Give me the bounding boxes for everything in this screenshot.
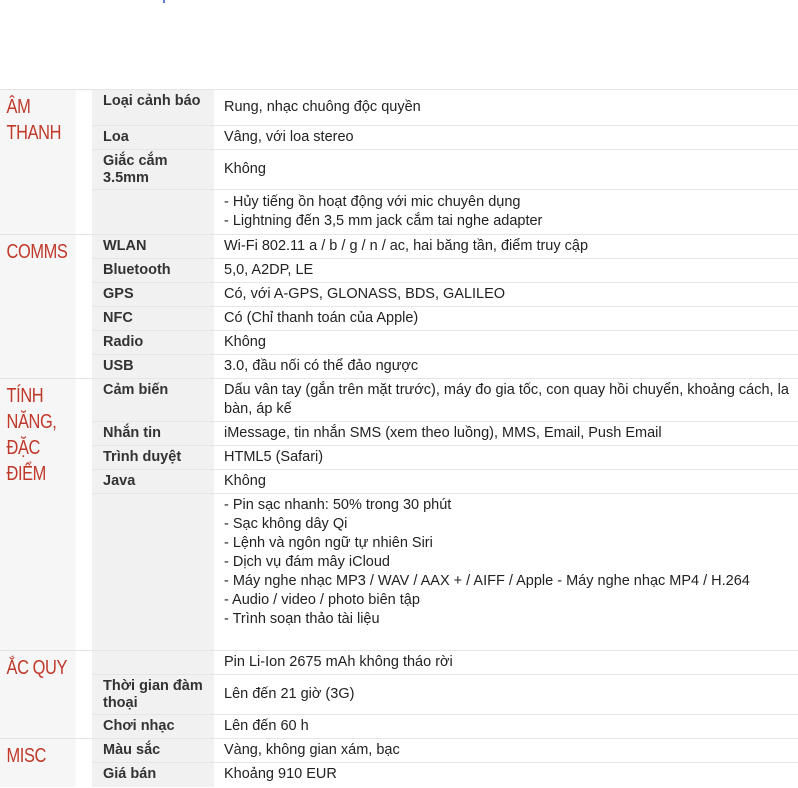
spec-key: Cảm biến <box>92 379 214 422</box>
spec-key: Màu sắc <box>92 739 214 763</box>
spec-key: Java <box>92 470 214 494</box>
spec-value: Vâng, với loa stereo <box>214 126 798 150</box>
spec-value: Không <box>214 150 798 190</box>
spec-key: Trình duyệt <box>92 446 214 470</box>
spec-value: Lên đến 60 h <box>214 715 798 739</box>
spec-key: Nhắn tin <box>92 422 214 446</box>
category-battery: ẮC QUY <box>0 651 75 739</box>
spec-key: Bluetooth <box>92 259 214 283</box>
table-row <box>0 379 798 422</box>
table-row <box>0 446 798 470</box>
top-link-fragment <box>163 0 165 3</box>
spec-key: Radio <box>92 331 214 355</box>
spec-key: Giắc cắm 3.5mm <box>92 150 214 190</box>
spec-key: WLAN <box>92 235 214 259</box>
table-row <box>0 422 798 446</box>
table-row <box>0 715 798 739</box>
specs-table <box>0 89 798 787</box>
spec-value: Không <box>214 331 798 355</box>
spec-value: - Hủy tiếng ồn hoạt động với mic chuyên dụng - Lightning đến 3,5 mm jack cắm tai nghe adapter <box>214 190 798 235</box>
spec-key: Loại cảnh báo <box>92 90 214 126</box>
spec-key <box>92 494 214 651</box>
spec-value: HTML5 (Safari) <box>214 446 798 470</box>
spec-value: Lên đến 21 giờ (3G) <box>214 675 798 715</box>
spec-value: 5,0, A2DP, LE <box>214 259 798 283</box>
table-row <box>0 651 798 675</box>
spec-value: Khoảng 910 EUR <box>214 763 798 787</box>
spec-value: Wi-Fi 802.11 a / b / g / n / ac, hai băng tần, điểm truy cập <box>214 235 798 259</box>
spec-key: USB <box>92 355 214 379</box>
table-row <box>0 235 798 259</box>
category-audio: ÂM THANH <box>0 90 75 235</box>
spec-key: Thời gian đàm thoại <box>92 675 214 715</box>
spec-key: Chơi nhạc <box>92 715 214 739</box>
spec-value: Có, với A-GPS, GLONASS, BDS, GALILEO <box>214 283 798 307</box>
spec-value: 3.0, đầu nối có thể đảo ngược <box>214 355 798 379</box>
spec-value: Dấu vân tay (gắn trên mặt trước), máy đo gia tốc, con quay hồi chuyển, khoảng cách, la bàn, áp kế <box>214 379 798 422</box>
table-row <box>0 355 798 379</box>
table-row <box>0 494 798 651</box>
category-features: TÍNH NĂNG, ĐẶC ĐIỂM <box>0 379 75 651</box>
spec-value: Rung, nhạc chuông độc quyền <box>214 90 798 126</box>
table-row <box>0 470 798 494</box>
spec-value: Pin Li-Ion 2675 mAh không tháo rời <box>214 651 798 675</box>
table-row <box>0 331 798 355</box>
table-row <box>0 307 798 331</box>
table-row <box>0 190 798 235</box>
spec-key: Loa <box>92 126 214 150</box>
spec-key: GPS <box>92 283 214 307</box>
spec-key: NFC <box>92 307 214 331</box>
table-row <box>0 90 798 126</box>
table-row <box>0 259 798 283</box>
spec-value: Có (Chỉ thanh toán của Apple) <box>214 307 798 331</box>
spec-value: - Pin sạc nhanh: 50% trong 30 phút - Sạc không dây Qi - Lệnh và ngôn ngữ tự nhiên Siri - Dịch vụ đám mây iCloud - Máy nghe nhạc MP3 / WAV / AAX + / AIFF / Apple - Máy nghe nhạc MP4 / H.264 - Audio / video / photo biên tập - Trình soạn thảo tài liệu <box>214 494 798 651</box>
spec-key <box>92 651 214 675</box>
table-row <box>0 150 798 190</box>
table-row <box>0 126 798 150</box>
table-row <box>0 283 798 307</box>
spec-key <box>92 190 214 235</box>
table-row <box>0 675 798 715</box>
spec-key: Giá bán <box>92 763 214 787</box>
table-row <box>0 739 798 763</box>
spec-value: iMessage, tin nhắn SMS (xem theo luồng), MMS, Email, Push Email <box>214 422 798 446</box>
spec-value: Vàng, không gian xám, bạc <box>214 739 798 763</box>
table-row <box>0 763 798 787</box>
category-misc: MISC <box>0 739 75 787</box>
spec-value: Không <box>214 470 798 494</box>
category-comms: COMMS <box>0 235 75 379</box>
